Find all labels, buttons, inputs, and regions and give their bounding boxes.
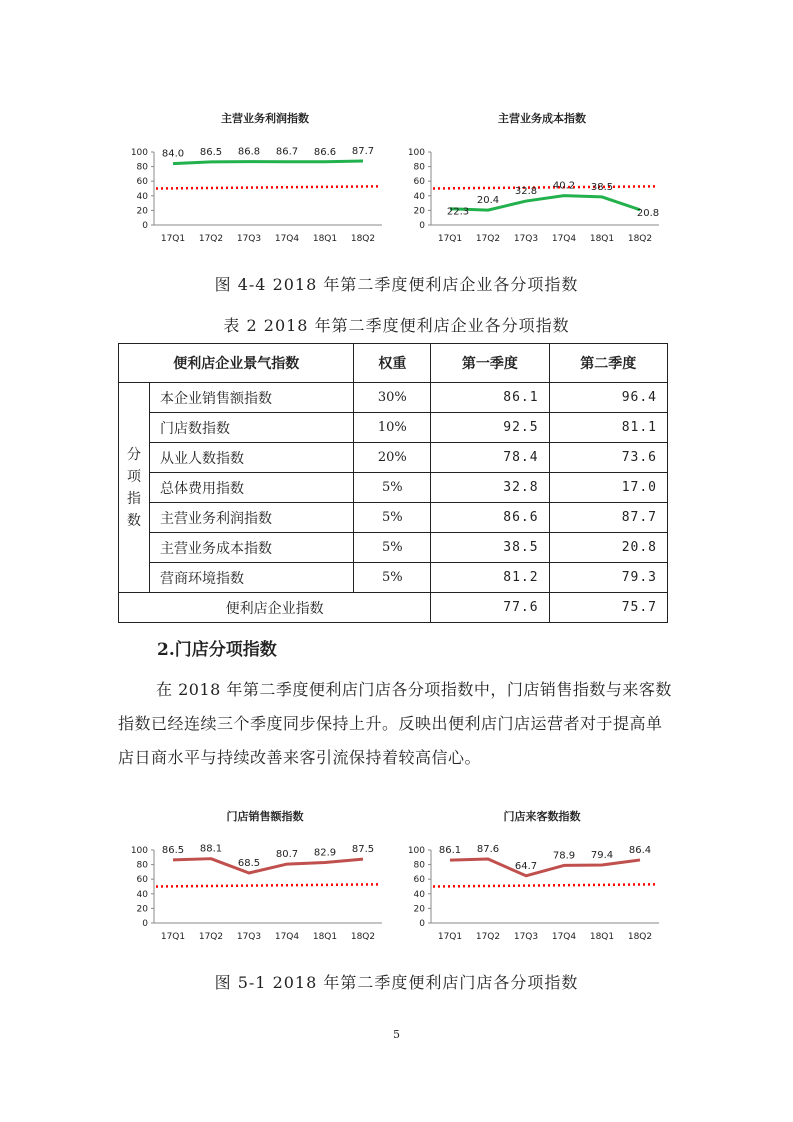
row-q1: 86.1 [431,383,549,413]
table-row [119,383,668,413]
total-q1: 77.6 [431,593,549,623]
x-tick-label: 17Q3 [513,932,539,942]
chart-main-business-profit [120,108,390,253]
series-line [173,859,363,873]
table-row [119,443,668,473]
data-label: 86.7 [275,146,299,158]
chart-svg [397,806,667,951]
series-line [173,161,363,164]
table-header-name: 便利店企业景气指数 [119,344,354,383]
y-tick-label: 40 [413,191,425,202]
data-label: 86.5 [161,844,185,856]
x-tick-label: 18Q2 [350,234,376,244]
data-label: 87.5 [351,844,375,856]
x-tick-label: 17Q2 [198,234,224,244]
figure-caption: 图 4-4 2018 年第二季度便利店企业各分项指数 [214,275,579,294]
table-caption: 表 2 2018 年第二季度便利店企业各分项指数 [223,316,570,335]
chart-store-visitors [397,806,667,951]
table-header-q2: 第二季度 [549,344,667,383]
data-label: 68.5 [237,857,261,869]
y-tick-label: 0 [419,919,425,929]
data-label: 87.6 [476,844,500,856]
row-weight: 5% [354,563,431,593]
x-tick-label: 17Q4 [551,234,577,244]
x-tick-label: 17Q1 [437,234,463,244]
total-q2: 75.7 [549,593,667,623]
y-tick-label: 20 [136,206,148,217]
x-tick-label: 18Q1 [589,932,615,942]
row-q2: 20.8 [549,533,667,563]
y-tick-label: 40 [136,191,148,202]
x-tick-label: 17Q2 [198,932,224,942]
data-label: 64.7 [514,860,538,872]
table-row [119,413,668,443]
data-label: 80.7 [275,849,299,861]
x-tick-label: 18Q2 [350,932,376,942]
data-label: 86.5 [199,146,223,158]
chart-title: 门店销售额指数 [226,810,304,823]
x-tick-label: 17Q4 [274,932,300,942]
data-label: 20.8 [636,207,660,219]
row-weight: 5% [354,473,431,503]
y-tick-label: 0 [142,919,148,929]
row-weight: 10% [354,413,431,443]
x-tick-label: 17Q4 [551,932,577,942]
y-tick-label: 80 [136,162,148,173]
row-name: 主营业务成本指数 [150,533,354,563]
total-name: 便利店企业指数 [119,593,431,623]
chart-svg [120,108,390,253]
chart-svg [120,806,390,951]
data-label: 84.0 [161,148,185,160]
data-label: 38.5 [590,181,614,193]
y-tick-label: 80 [136,860,148,871]
row-q2: 79.3 [549,563,667,593]
table-row [119,533,668,563]
y-tick-label: 100 [407,148,425,158]
y-tick-label: 0 [142,221,148,231]
x-tick-label: 18Q2 [627,932,653,942]
row-weight: 20% [354,443,431,473]
row-q2: 81.1 [549,413,667,443]
row-weight: 5% [354,533,431,563]
row-q1: 86.6 [431,503,549,533]
y-tick-label: 80 [413,162,425,173]
x-tick-label: 17Q1 [160,234,186,244]
x-tick-label: 18Q1 [589,234,615,244]
y-tick-label: 60 [136,177,148,188]
y-tick-label: 40 [413,889,425,900]
row-q2: 73.6 [549,443,667,473]
data-label: 86.8 [237,146,261,158]
data-label: 86.1 [438,845,462,857]
y-tick-label: 100 [130,148,148,158]
row-q1: 81.2 [431,563,549,593]
series-line [450,859,640,876]
reference-line [156,186,380,188]
row-name: 总体费用指数 [150,473,354,503]
group-label: 分项指数 [119,383,150,593]
data-label: 87.7 [351,145,375,157]
x-tick-label: 18Q2 [627,234,653,244]
y-tick-label: 20 [413,206,425,217]
chart-title: 主营业务利润指数 [221,112,309,125]
x-tick-label: 17Q3 [236,932,262,942]
table-header-q1: 第一季度 [431,344,549,383]
data-label: 78.9 [552,850,576,862]
x-tick-label: 17Q2 [475,932,501,942]
row-q1: 78.4 [431,443,549,473]
reference-line [433,884,657,886]
data-label: 20.4 [476,195,500,207]
x-tick-label: 17Q1 [437,932,463,942]
page-number: 5 [393,1028,400,1041]
x-tick-label: 18Q1 [312,932,338,942]
row-name: 营商环境指数 [150,563,354,593]
row-q2: 17.0 [549,473,667,503]
data-label: 86.6 [313,146,337,158]
data-label: 88.1 [199,843,223,855]
chart-store-sales [120,806,390,951]
x-tick-label: 17Q3 [236,234,262,244]
y-tick-label: 60 [413,875,425,886]
section-paragraph: 在 2018 年第二季度便利店门店各分项指数中，门店销售指数与来客数指数已经连续三个季度同步保持上升。反映出便利店门店运营者对于提高单店日商水平与持续改善来客引流保持着较高信心。 [118,680,672,767]
row-name: 从业人数指数 [150,443,354,473]
row-q2: 87.7 [549,503,667,533]
chart-main-business-cost [397,108,667,253]
y-tick-label: 100 [407,846,425,856]
y-tick-label: 20 [413,904,425,915]
row-weight: 30% [354,383,431,413]
chart-title: 主营业务成本指数 [498,112,586,125]
x-tick-label: 17Q3 [513,234,539,244]
figure-caption: 图 5-1 2018 年第二季度便利店门店各分项指数 [214,973,579,992]
reference-line [156,884,380,886]
reference-line [433,186,657,188]
y-tick-label: 20 [136,904,148,915]
row-q1: 32.8 [431,473,549,503]
data-label: 79.4 [590,850,614,862]
table-total-row [119,593,668,623]
table-header-row [119,344,668,383]
row-q1: 38.5 [431,533,549,563]
row-q2: 96.4 [549,383,667,413]
x-tick-label: 17Q1 [160,932,186,942]
row-name: 门店数指数 [150,413,354,443]
table-row [119,473,668,503]
y-tick-label: 40 [136,889,148,900]
data-label: 40.2 [552,180,576,192]
data-label: 22.3 [446,206,470,218]
x-tick-label: 17Q2 [475,234,501,244]
chart-svg [397,108,667,253]
x-tick-label: 18Q1 [312,234,338,244]
table-row [119,563,668,593]
row-weight: 5% [354,503,431,533]
table-row [119,503,668,533]
data-label: 32.8 [514,186,538,198]
index-table [118,343,668,623]
y-tick-label: 80 [413,860,425,871]
table-header-weight: 权重 [354,344,431,383]
chart-title: 门店来客数指数 [503,810,581,823]
y-tick-label: 60 [413,177,425,188]
row-name: 主营业务利润指数 [150,503,354,533]
y-tick-label: 100 [130,846,148,856]
row-name: 本企业销售额指数 [150,383,354,413]
row-q1: 92.5 [431,413,549,443]
section-heading: 2.门店分项指数 [157,640,277,660]
y-tick-label: 0 [419,221,425,231]
y-tick-label: 60 [136,875,148,886]
data-label: 86.4 [628,844,652,856]
data-label: 82.9 [313,847,337,859]
x-tick-label: 17Q4 [274,234,300,244]
